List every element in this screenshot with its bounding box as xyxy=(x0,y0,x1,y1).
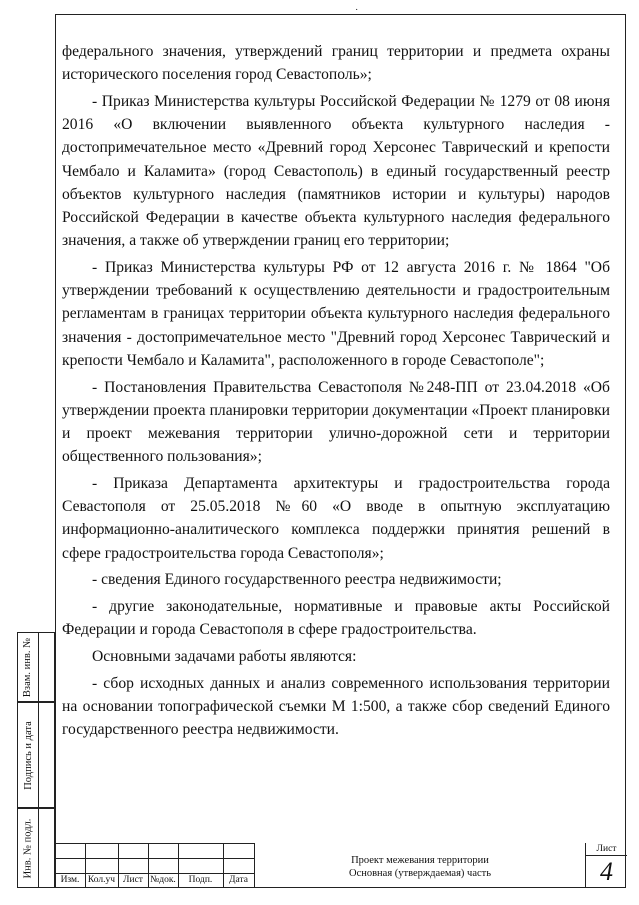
top-mark: ˙ xyxy=(355,8,359,19)
sheet-box xyxy=(585,843,627,888)
revision-table xyxy=(55,843,254,888)
paragraph: - Приказ Министерства культуры Российской Федерации № 1279 от 08 июня 2016 «О включении выявленного объекта культурного наследия - достопримечательное место «Древний город Херсонес Таврический и крепости Чембало и Каламита» (город Севастополь) в единый государственный реестр объектов культурного наследия (памятников истории и культуры) народов Российской Федерации в качестве объекта культурного наследия федерального значения, а также об утверждении границ его территории; xyxy=(62,93,610,250)
inv-cell xyxy=(17,808,55,888)
col-data: Дата xyxy=(229,875,248,885)
paragraph: Основными задачами работы являются: xyxy=(92,648,357,666)
sheet-number: 4 xyxy=(600,857,613,886)
sheet-label: Лист xyxy=(586,843,627,856)
col-izm: Изм. xyxy=(60,875,80,885)
left-margin-stamp xyxy=(17,632,55,888)
stamp-title-line1: Проект межевания территории xyxy=(351,855,489,866)
inv-label: Инв. № подл. xyxy=(22,818,34,878)
paragraph: - сведения Единого государственного реестра недвижимости; xyxy=(92,571,502,589)
col-list: Лист xyxy=(123,875,143,885)
paragraph: федерального значения, утверждений границ территории и предмета охраны исторического поселения город Севастополь»; xyxy=(62,43,610,84)
vzam-cell xyxy=(17,632,55,702)
paragraph: - другие законодательные, нормативные и правовые акты Российской Федерации и города Севастополя в сфере градостроительства. xyxy=(62,598,610,639)
col-podp: Подп. xyxy=(188,875,213,885)
paragraph: - Приказ Министерства культуры РФ от 12 августа 2016 г. № 1864 "Об утверждении требований к осуществлению деятельности и градостроительным регламентам в границах территории объекта культурного наследия федерального значения - достопримечательное место "Древний город Херсонес Таврический и крепости Чембало и Каламита", расположенного в городе Севастополе"; xyxy=(62,259,610,369)
paragraph: - Приказа Департамента архитектуры и градостроительства города Севастополя от 25.05.2018 №60 «О вводе в опытную эксплуатацию информационно-аналитического комплекса поддержки принятия решений в сфере градостроительства города Севастополя»; xyxy=(62,475,610,562)
stamp-title xyxy=(255,854,585,880)
col-ndok: №док. xyxy=(150,875,176,885)
vzam-label: Взам. инв. № xyxy=(22,637,34,697)
paragraph: - сбор исходных данных и анализ современного использования территории на основании топографической съемки М 1:500, а также сбор сведений Единого государственного реестра недвижимости. xyxy=(62,675,610,739)
stamp-title-line2: Основная (утверждаемая) часть xyxy=(348,868,492,879)
document-body xyxy=(62,40,610,745)
col-koluch: Кол.уч xyxy=(87,875,116,885)
podpis-cell xyxy=(17,702,55,808)
title-block xyxy=(55,843,626,888)
podpis-label: Подпись и дата xyxy=(22,720,34,790)
paragraph: - Постановления Правительства Севастополя №248-ПП от 23.04.2018 «Об утверждении проекта планировки территории документации «Проект планировки и проект межевания территории улично-дорожной сети и территории общественного пользования»; xyxy=(62,378,610,466)
